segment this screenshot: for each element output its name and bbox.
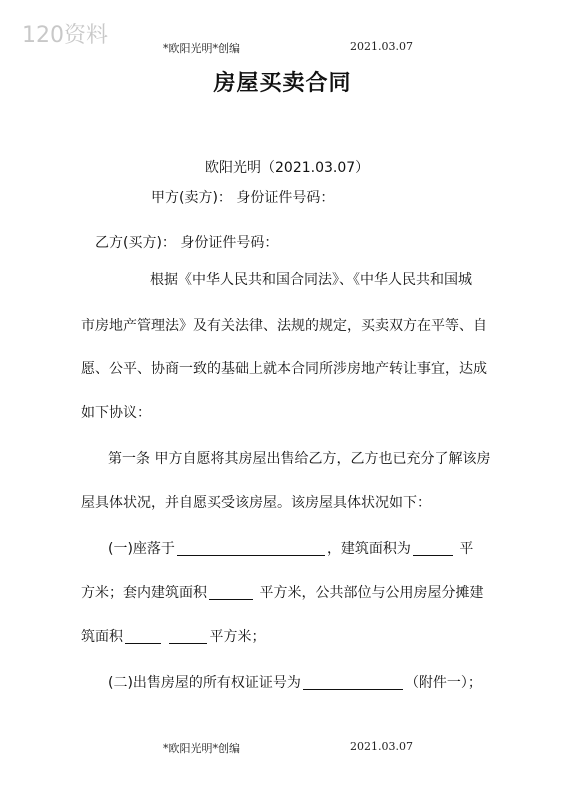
header-date: 2021.03.07 <box>350 40 413 53</box>
shared-area-blank-1 <box>125 629 161 644</box>
item-1-line-1 <box>108 541 473 556</box>
article-line: 第一条 甲方自愿将其房屋出售给乙方，乙方也已充分了解该房 <box>108 451 491 467</box>
floor-area-blank <box>413 541 453 556</box>
paragraph-line: 市房地产管理法》及有关法律、法规的规定，买卖双方在平等、自 <box>81 318 487 334</box>
footer-author: *欧阳光明*创编 <box>163 742 240 755</box>
item-1-line-2 <box>81 585 483 600</box>
footer-date: 2021.03.07 <box>350 740 413 753</box>
paragraph-line: 如下协议： <box>81 405 151 421</box>
paragraph-line: 根据《中华人民共和国合同法》、《中华人民共和国城 <box>150 272 472 288</box>
party-b-line: 乙方(买方)： 身份证件号码： <box>95 235 279 251</box>
item-1-shared-unit: 平方米； <box>209 629 266 645</box>
item-1-shared-area-label: 筑面积 <box>81 629 123 645</box>
watermark: 120资料 <box>22 23 108 48</box>
item-1-inner-area-label: 方米；套内建筑面积 <box>81 585 207 601</box>
item-2-label: (二)出售房屋的所有权证证号为 <box>108 675 301 691</box>
shared-area-blank-2 <box>169 629 207 644</box>
document-title: 房屋买卖合同 <box>213 71 352 96</box>
header-author: *欧阳光明*创编 <box>163 42 240 55</box>
item-1-location-label: (一)座落于 <box>108 541 175 557</box>
item-1-line-3 <box>81 629 265 644</box>
certificate-number-blank <box>303 675 403 690</box>
item-1-area-label: ，建筑面积为 <box>326 541 411 557</box>
item-1-shared-label: 平方米，公共部位与公用房屋分摊建 <box>259 585 484 601</box>
location-blank <box>177 541 325 556</box>
item-1-unit: 平 <box>459 541 474 557</box>
item-2-attachment: （附件一）； <box>404 675 482 691</box>
author-line: 欧阳光明（2021.03.07） <box>205 160 370 176</box>
inner-area-blank <box>209 585 253 600</box>
item-2-line <box>108 675 482 690</box>
article-line: 屋具体状况，并自愿买受该房屋。该房屋具体状况如下： <box>81 495 431 511</box>
paragraph-line: 愿、公平、协商一致的基础上就本合同所涉房地产转让事宜，达成 <box>81 361 487 377</box>
party-a-line: 甲方(卖方)： 身份证件号码： <box>151 190 335 206</box>
